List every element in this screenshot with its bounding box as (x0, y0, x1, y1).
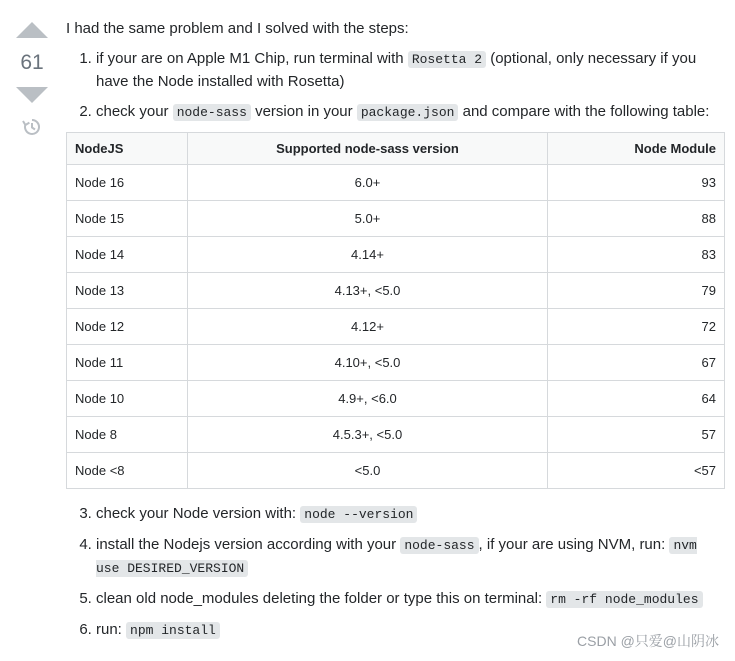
cell-nodejs: Node 14 (67, 237, 188, 273)
cell-node-sass: 4.5.3+, <5.0 (188, 417, 548, 453)
header-node-sass: Supported node-sass version (188, 133, 548, 165)
cell-node-sass: 4.12+ (188, 309, 548, 345)
code-npm-install: npm install (126, 622, 220, 639)
upvote-arrow-icon[interactable] (16, 22, 48, 38)
cell-node-module: 67 (548, 345, 725, 381)
cell-nodejs: Node <8 (67, 453, 188, 489)
step-1: 1. if your are on Apple M1 Chip, run terminal with Rosetta 2 (optional, only necessary if you have the Node installed with Rosetta) (96, 48, 726, 93)
cell-node-sass: 5.0+ (188, 201, 548, 237)
code-node-sass: node-sass (173, 104, 251, 121)
cell-nodejs: Node 13 (67, 273, 188, 309)
step-5: 5. clean old node_modules deleting the folder or type this on terminal: rm -rf node_modules (96, 588, 726, 611)
cell-node-sass: 6.0+ (188, 165, 548, 201)
cell-nodejs: Node 16 (67, 165, 188, 201)
cell-node-module: 88 (548, 201, 725, 237)
code-node-version: node --version (300, 506, 417, 523)
step-6: 6. run: npm install (96, 619, 726, 642)
steps-list (66, 48, 726, 642)
cell-node-sass: 4.14+ (188, 237, 548, 273)
code-node-sass: node-sass (400, 537, 478, 554)
code-rm-rf: rm -rf node_modules (546, 591, 702, 608)
table-row (67, 237, 725, 273)
intro-text: I had the same problem and I solved with the steps: (66, 20, 409, 37)
cell-node-module: 79 (548, 273, 725, 309)
table-row (67, 201, 725, 237)
table-row (67, 381, 725, 417)
cell-nodejs: Node 15 (67, 201, 188, 237)
header-node-module: Node Module (548, 133, 725, 165)
cell-node-module: 93 (548, 165, 725, 201)
cell-node-sass: 4.9+, <6.0 (188, 381, 548, 417)
cell-node-sass: 4.13+, <5.0 (188, 273, 548, 309)
table-row (67, 309, 725, 345)
cell-node-module: 57 (548, 417, 725, 453)
compatibility-table (66, 132, 725, 489)
cell-node-sass: <5.0 (188, 453, 548, 489)
cell-nodejs: Node 10 (67, 381, 188, 417)
downvote-arrow-icon[interactable] (16, 87, 48, 103)
csdn-watermark: CSDN @只爱@山阴冰 (577, 633, 719, 649)
cell-node-module: 83 (548, 237, 725, 273)
table-row (67, 417, 725, 453)
cell-node-module: 64 (548, 381, 725, 417)
step-2: 2. check your node-sass version in your package.json and compare with the following table: NodeJS Supported node-sass version Node Module Node 16 6.0+ 93 Node 15 5.0+ 88 Node 14 4.14+ 83 Node 13 4.13+, <5.0 79 Node 12 4.12+ 72 Node 11 4.10+, <5.0 67 Node 10 4.9+, <6.0 64 Node 8 4.5.3+, <5.0 57 Node <8 <5.0 <57 (96, 101, 726, 489)
code-rosetta: Rosetta 2 (408, 51, 486, 68)
history-icon[interactable] (22, 117, 42, 137)
code-package-json: package.json (357, 104, 459, 121)
header-nodejs: NodeJS (67, 133, 188, 165)
step-3: 3. check your Node version with: node --version (96, 503, 726, 526)
table-header-row (67, 133, 725, 165)
cell-nodejs: Node 12 (67, 309, 188, 345)
answer-body (66, 18, 726, 650)
table-row (67, 273, 725, 309)
vote-count: 61 (20, 51, 44, 74)
cell-node-module: <57 (548, 453, 725, 489)
step-4: 4. install the Nodejs version according with your node-sass , if your are using NVM, run: nvm use DESIRED_VERSION (96, 534, 726, 580)
table-row (67, 453, 725, 489)
cell-nodejs: Node 8 (67, 417, 188, 453)
cell-node-module: 72 (548, 309, 725, 345)
vote-column (12, 22, 52, 137)
code-nvm-use: nvm use DESIRED_VERSION (96, 538, 697, 576)
cell-nodejs: Node 11 (67, 345, 188, 381)
table-row (67, 165, 725, 201)
cell-node-sass: 4.10+, <5.0 (188, 345, 548, 381)
table-row (67, 345, 725, 381)
